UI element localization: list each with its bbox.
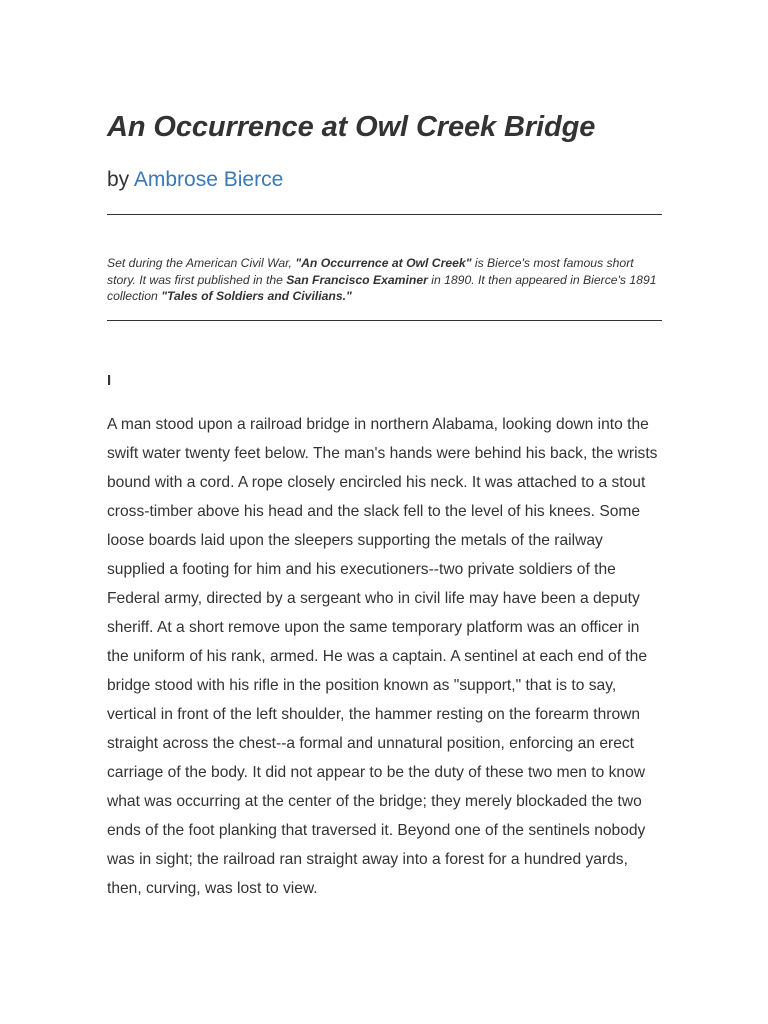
intro-collection: "Tales of Soldiers and Civilians." bbox=[161, 289, 352, 303]
intro-text-2: is Bierce's most famous short story. It was first published in the bbox=[107, 256, 634, 287]
intro-text-3: in 1890. It then appeared in Bierce's 1891 collection bbox=[107, 272, 657, 303]
divider-bottom bbox=[107, 320, 662, 321]
author-link[interactable]: Ambrose Bierce bbox=[133, 168, 284, 191]
byline bbox=[107, 168, 283, 192]
body-paragraph: A man stood upon a railroad bridge in northern Alabama, looking down into the swift water twenty feet below. The man's hands were behind his back, the wrists bound with a cord. A rope closely encircled his neck. It was attached to a stout cross-timber above his head and the slack fell to the level of his knees. Some loose boards laid upon the sleepers supporting the metals of the railway supplied a footing for him and his executioners--two private soldiers of the Federal army, directed by a sergeant who in civil life may have been a deputy sheriff. At a short remove upon the same temporary platform was an officer in the uniform of his rank, armed. He was a captain. A sentinel at each end of the bridge stood with his rifle in the position known as "support," that is to say, vertical in front of the left shoulder, the hammer resting on the forearm thrown straight across the chest--a formal and unnatural position, enforcing an erect carriage of the body. It did not appear to be the duty of these two men to know what was occurring at the center of the bridge; they merely blockaded the two ends of the foot planking that traversed it. Beyond one of the sentinels nobody was in sight; the railroad ran straight away into a forest for a hundred yards, then, curving, was lost to view. bbox=[107, 416, 658, 897]
intro-story-title: "An Occurrence at Owl Creek" bbox=[295, 256, 472, 270]
byline-prefix: by bbox=[107, 168, 130, 191]
section-number: I bbox=[107, 372, 112, 389]
intro-text-1: Set during the American Civil War, bbox=[107, 256, 296, 270]
document-title: An Occurrence at Owl Creek Bridge bbox=[107, 111, 596, 143]
divider-top bbox=[107, 214, 662, 215]
intro-publication: San Francisco Examiner bbox=[286, 272, 428, 287]
intro-paragraph bbox=[107, 255, 662, 305]
